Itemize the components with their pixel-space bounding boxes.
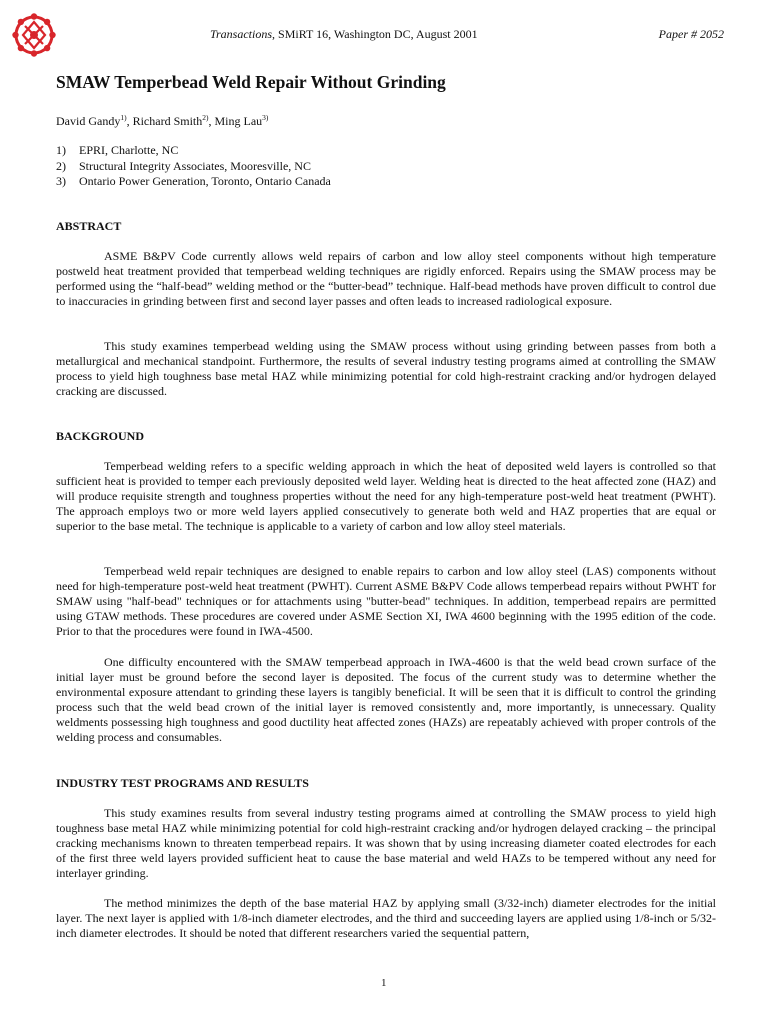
affiliation-number: 2) xyxy=(56,158,66,173)
journal-name: Transactions, xyxy=(210,27,276,41)
affiliation-item xyxy=(56,143,331,159)
background-paragraph: Temperbead welding refers to a specific welding approach in which the heat of deposited weld layers is controlled so that sufficient heat is provided to temper each previously deposited weld layer. Welding heat is directed to the heat affected zone (HAZ) and will produce requisite strength and toughness properties without the need for any high-temperature post-weld heat treatment (PWHT). The approach employs two or more weld layers applied consecutively to generate both weld and HAZ properties that are equal or superior to the base metal. The technique is applicable to a variety of carbon and low alloy steel materials. xyxy=(56,459,716,534)
author-list xyxy=(56,114,268,129)
author-affiliation-mark: 1) xyxy=(120,113,127,122)
author-name: Ming Lau xyxy=(214,114,263,128)
background-paragraph: Temperbead weld repair techniques are designed to enable repairs to carbon and low alloy steel (LAS) components without need for high-temperature post-weld heat treatment (PWHT). Current ASME B&PV Code allows temperbead repairs without PWHT for SMAW using "half-bead" techniques or for attachments using "butter-bead" techniques. In addition, temperbead repairs are permitted using GTAW methods. These procedures are covered under ASME Section XI, IWA 4600 beginning with the 1995 edition of the code. Prior to that the procedures were found in IWA-4500. xyxy=(56,564,716,639)
conference-info: SMiRT 16, Washington DC, August 2001 xyxy=(275,27,478,41)
section-heading-industry: INDUSTRY TEST PROGRAMS AND RESULTS xyxy=(56,776,309,790)
author-name: Richard Smith xyxy=(132,114,203,128)
affiliation-text: Ontario Power Generation, Toronto, Ontario Canada xyxy=(79,174,331,188)
section-heading-background: BACKGROUND xyxy=(56,429,145,443)
affiliation-text: EPRI, Charlotte, NC xyxy=(79,143,179,157)
background-paragraph: One difficulty encountered with the SMAW temperbead approach in IWA-4600 is that the weld bead crown surface of the initial layer must be ground before the second layer is deposited. The focus of the current study was to determine whether the environmental exposure attendant to grinding these layers is tangibly beneficial. It will be seen that it is difficult to control the grinding process such that the weld bead crown of the initial layer is removed consistently and, more importantly, is unnecessary. Quality weldments possessing high toughness and good ductility heat affected zones (HAZs) are repeatably achieved with proper controls of the welding process and consumables. xyxy=(56,655,716,745)
industry-paragraph: This study examines results from several industry testing programs aimed at controlling the SMAW process to yield high toughness base metal HAZ while minimizing potential for cold high-restraint cracking and/or hydrogen delayed cracking – the principal cracking mechanisms known to threaten temperbead repairs. It was shown that by using increasing diameter coated electrodes for each of the first three weld layers provided sufficient heat to cause the base material and weld HAZs to be tempered without any need for interlayer grinding. xyxy=(56,806,716,881)
author-affiliation-mark: 3) xyxy=(262,113,269,122)
affiliation-item xyxy=(56,159,331,175)
smirt-logo-icon xyxy=(12,13,56,57)
affiliation-number: 1) xyxy=(56,143,66,157)
author-separator: , xyxy=(126,114,133,128)
author-affiliation-mark: 2) xyxy=(202,113,209,122)
affiliation-list xyxy=(56,143,331,190)
paper-number: Paper # 2052 xyxy=(658,27,724,41)
paper-title: SMAW Temperbead Weld Repair Without Grinding xyxy=(56,72,446,92)
affiliation-item xyxy=(56,174,331,190)
author-name: David Gandy xyxy=(56,114,121,128)
page-number: 1 xyxy=(381,977,387,989)
abstract-paragraph: ASME B&PV Code currently allows weld repairs of carbon and low alloy steel components without high temperature postweld heat treatment provided that temperbead welding techniques are rigidly enforced. Repairs using the SMAW process may be performed using the “half-bead” welding method or the “butter-bead” technique. Half-bead methods have proven difficult to control due to inaccuracies in grinding between first and second layer passes and often leads to increased radiological exposure. xyxy=(56,249,716,309)
affiliation-text: Structural Integrity Associates, Mooresville, NC xyxy=(79,158,311,173)
abstract-paragraph: This study examines temperbead welding using the SMAW process without using grinding between passes from both a metallurgical and mechanical standpoint. Furthermore, the results of several industry testing programs aimed at controlling the SMAW process to yield high toughness base metal HAZ while minimizing potential for cold high-restraint cracking and/or hydrogen delayed cracking are discussed. xyxy=(56,339,716,399)
industry-paragraph: The method minimizes the depth of the base material HAZ by applying small (3/32-inch) diameter electrodes for the initial layer. The next layer is applied with 1/8-inch diameter electrodes, and the third and succeeding layers are applied using 1/8-inch or 5/32-inch diameter electrodes. It should be noted that different researchers varied the sequential pattern, xyxy=(56,896,716,941)
author-separator: , xyxy=(208,114,215,128)
section-heading-abstract: ABSTRACT xyxy=(56,219,122,233)
journal-header xyxy=(210,27,478,41)
affiliation-number: 3) xyxy=(56,174,66,188)
